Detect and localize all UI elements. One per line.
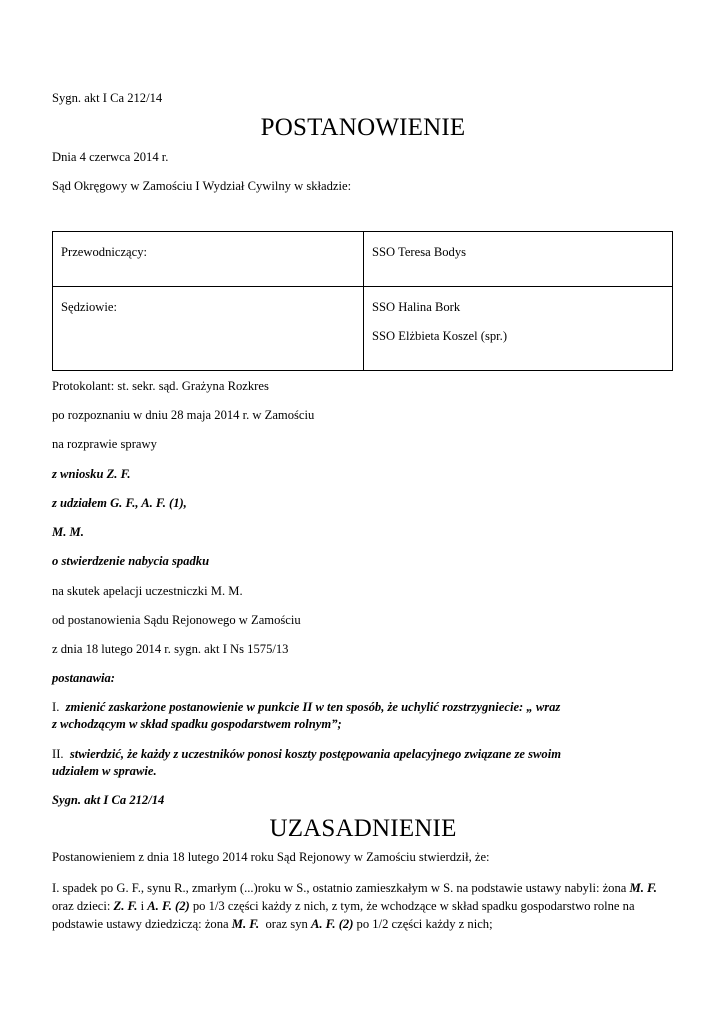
paragraph-text: po 1/2 części każdy z nich; [353,917,493,931]
party-name: M. F. [231,917,260,931]
applicant-line: z wniosku Z. F. [52,467,131,481]
ruling-point-1-number: I. [52,700,60,714]
case-subject: o stwierdzenie nabycia spadku [52,554,210,568]
justification-title: UZASADNIENIE [269,815,457,842]
ruling-point-1-text: zmienić zaskarżone postanowienie w punkcie II w ten sposób, że uchylić rozstrzygniecie: „ wraz [65,700,561,714]
ruling-point-2-text: stwierdzić, że każdy z uczestników ponosi koszty postępowania apelacyjnego związane ze swoim [69,747,562,761]
table-cell-names [364,287,673,371]
clerk-line: Protokolant: st. sekr. sąd. Grażyna Rozkres [52,379,269,393]
party-name: Z. F. [113,899,138,913]
participants-line-2: M. M. [52,525,84,539]
case-reference-bottom: Sygn. akt I Ca 212/14 [52,793,165,807]
hearing-type-line: na rozprawie sprawy [52,437,157,451]
party-name: A. F. (2) [147,899,190,913]
ruling-point-2-number: II. [52,747,64,761]
paragraph-text: po 1/3 części każdy z nich, z tym, że wchodzące w skład spadku gospodarstwo rolne na podstawie ustawy dziedziczą: żona [52,899,635,931]
appeal-line: na skutek apelacji uczestniczki M. M. [52,584,243,598]
justification-paragraph-1 [52,879,674,933]
panel-role-chair: Przewodniczący: [61,245,148,259]
ruling-heading: postanawia: [52,671,115,685]
court-composition-intro: Sąd Okręgowy w Zamościu I Wydział Cywilny w składzie: [52,179,352,193]
party-name: M. F. [629,881,657,895]
panel-name-judge-1: SSO Halina Bork [372,300,461,314]
participants-line-1: z udziałem G. F., A. F. (1), [52,496,187,510]
appealed-decision-date: z dnia 18 lutego 2014 r. sygn. akt I Ns 1575/13 [52,642,289,656]
table-cell-names [364,232,673,287]
ruling-point-2-line-1 [52,746,561,763]
paragraph-text: oraz dzieci: [52,899,114,913]
hearing-date-line: po rozpoznaniu w dniu 28 maja 2014 r. w Zamościu [52,408,315,422]
paragraph-text: i [137,899,148,913]
paragraph-text: oraz syn [259,917,311,931]
paragraph-text: I. spadek po G. F., synu R., zmarłym (...)roku w S., ostatnio zamieszkałym w S. na podstawie ustawy nabyli: żona [52,881,630,895]
table-cell-role [53,232,364,287]
ruling-point-2-line-2: udziałem w sprawie. [52,764,157,778]
table-cell-role [53,287,364,371]
panel-name-judge-2: SSO Elżbieta Koszel (spr.) [372,329,508,343]
case-reference: Sygn. akt I Ca 212/14 [52,91,163,105]
table-row [53,287,673,371]
table-row [53,232,673,287]
decision-date: Dnia 4 czerwca 2014 r. [52,150,169,164]
panel-role-judges: Sędziowie: [61,300,117,314]
appealed-decision-line: od postanowienia Sądu Rejonowego w Zamościu [52,613,301,627]
panel-name-chair: SSO Teresa Bodys [372,245,467,259]
ruling-point-1-line-1 [52,699,560,716]
court-panel-table [52,231,673,371]
justification-intro: Postanowieniem z dnia 18 lutego 2014 roku Sąd Rejonowy w Zamościu stwierdził, że: [52,850,490,864]
document-title: POSTANOWIENIE [260,114,466,141]
ruling-point-1-line-2: z wchodzącym w skład spadku gospodarstwem rolnym”; [52,717,342,731]
party-name: A. F. (2) [310,917,354,931]
